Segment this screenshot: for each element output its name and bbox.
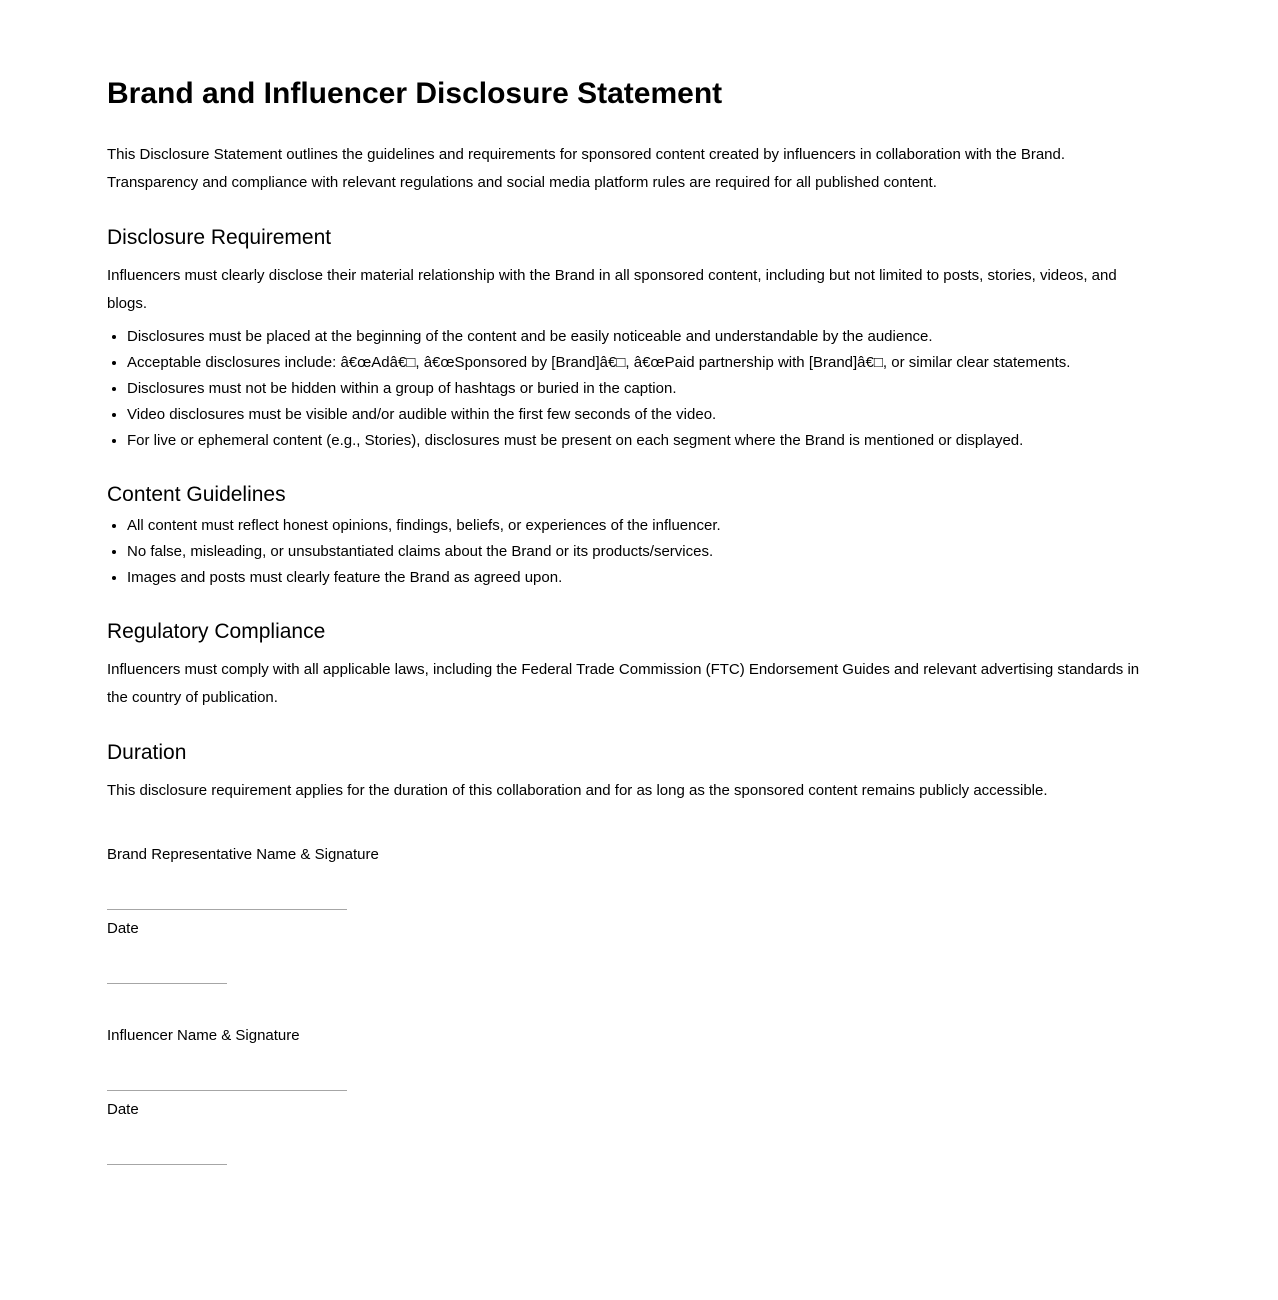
section-paragraph: This disclosure requirement applies for the duration of this collaboration and for as long as the sponsored content remains publicly accessible. xyxy=(107,782,1048,799)
signature-line-brand xyxy=(107,909,347,910)
bullet-item: • Images and posts must clearly feature the Brand as agreed upon. xyxy=(127,565,1153,591)
signature-line-influencer xyxy=(107,1090,347,1091)
page-title: Brand and Influencer Disclosure Statement xyxy=(107,77,723,110)
signature-block-influencer xyxy=(107,1022,1153,1165)
section-regulatory-compliance xyxy=(107,619,1153,712)
section-heading-duration: Duration xyxy=(107,741,187,764)
bullet-item: • Video disclosures must be visible and/or audible within the first few seconds of the video. xyxy=(127,402,1153,428)
bullet-list xyxy=(107,324,1153,454)
section-paragraph: Influencers must clearly disclose their material relationship with the Brand in all sponsored content, including but not limited to posts, stories, videos, and blogs. xyxy=(107,267,1117,312)
section-heading-content-guidelines: Content Guidelines xyxy=(107,483,286,506)
bullet-item: • Acceptable disclosures include: â€œAdâ€□, â€œSponsored by [Brand]â€□, â€œPaid partnership with [Brand]â€□, or similar clear statements. xyxy=(127,350,1153,376)
section-disclosure-requirement xyxy=(107,225,1153,454)
section-paragraph: Influencers must comply with all applicable laws, including the Federal Trade Commission (FTC) Endorsement Guides and relevant advertising standards in the country of publication. xyxy=(107,661,1140,706)
signature-label-influencer: Influencer Name & Signature xyxy=(107,1027,300,1044)
section-heading-disclosure-requirement: Disclosure Requirement xyxy=(107,226,332,249)
section-duration xyxy=(107,740,1153,805)
date-line-brand xyxy=(107,983,227,984)
signature-label-brand: Brand Representative Name & Signature xyxy=(107,846,379,863)
section-content-guidelines xyxy=(107,482,1153,591)
intro-paragraph: This Disclosure Statement outlines the guidelines and requirements for sponsored content created by influencers in collaboration with the Brand. Transparency and compliance with relevant regulations and social media platform rules are required for all published content. xyxy=(107,146,1066,191)
bullet-item: • No false, misleading, or unsubstantiated claims about the Brand or its products/services. xyxy=(127,539,1153,565)
bullet-list xyxy=(107,513,1153,591)
date-label-influencer: Date xyxy=(107,1101,139,1118)
bullet-item: • Disclosures must not be hidden within a group of hashtags or buried in the caption. xyxy=(127,376,1153,402)
bullet-item: • For live or ephemeral content (e.g., Stories), disclosures must be present on each segment where the Brand is mentioned or displayed. xyxy=(127,428,1153,454)
signature-block-brand xyxy=(107,841,1153,984)
bullet-item: • All content must reflect honest opinions, findings, beliefs, or experiences of the influencer. xyxy=(127,513,1153,539)
bullet-item: • Disclosures must be placed at the beginning of the content and be easily noticeable and understandable by the audience. xyxy=(127,324,1153,350)
date-line-influencer xyxy=(107,1164,227,1165)
date-label-brand: Date xyxy=(107,920,139,937)
section-heading-regulatory-compliance: Regulatory Compliance xyxy=(107,620,326,643)
